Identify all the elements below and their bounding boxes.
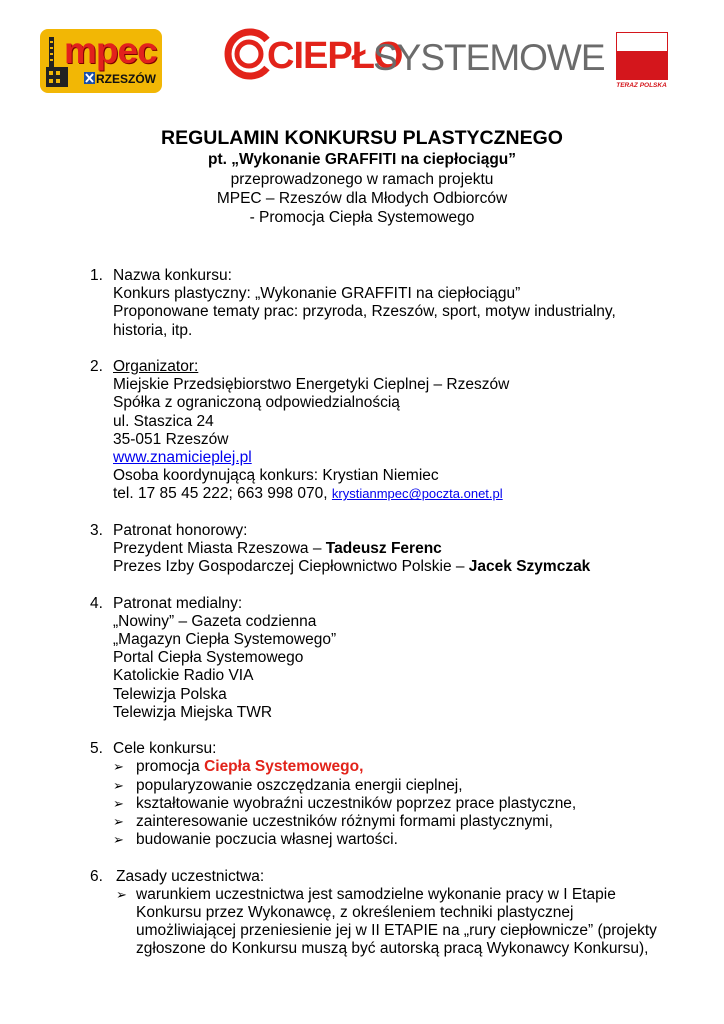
section-line: Proponowane tematy prac: przyroda, Rzeszów, sport, motyw industrialny,: [113, 303, 616, 321]
section-heading: Organizator:: [113, 358, 199, 375]
section-heading: Cele konkursu:: [113, 740, 217, 758]
rule-line: umożliwiającej przeniesienie jej w II ETAPIE na „rury ciepłownicze” (projekty: [136, 922, 657, 940]
section-number: 5.: [90, 740, 103, 758]
section-line: ul. Staszica 24: [113, 412, 214, 430]
section-number: 6.: [90, 867, 103, 885]
section-heading: Patronat honorowy:: [113, 521, 248, 539]
regulations-list: [90, 267, 690, 977]
section-media-patronage: [90, 595, 690, 722]
cieplo-word: CIEPŁO: [267, 35, 403, 77]
media-patron: Katolickie Radio VIA: [113, 667, 254, 685]
patron-line: [113, 540, 690, 558]
section-contest-name: [90, 267, 690, 340]
list-item: [113, 777, 690, 795]
mpec-city-text: RZESZÓW: [96, 72, 156, 86]
section-heading: Nazwa konkursu:: [113, 267, 232, 284]
list-item: [113, 813, 690, 831]
section-participation-rules: [90, 868, 690, 959]
mpec-brand-text: mpec: [64, 30, 157, 71]
cieplo-systemowe-logo: [223, 28, 605, 84]
media-patron: Telewizja Polska: [113, 685, 227, 703]
rule-line: Konkursu przez Wykonawcę, z określeniem techniki plastycznej: [136, 904, 574, 922]
website-link[interactable]: www.znamicieplej.pl: [113, 449, 252, 467]
arrow-bullet-icon: ➢: [116, 886, 127, 902]
title-line-2: MPEC – Rzeszów dla Młodych Odbiorców: [216, 190, 508, 207]
section-line: Konkurs plastyczny: „Wykonanie GRAFFITI na ciepłociągu”: [113, 285, 521, 303]
section-goals: [90, 740, 690, 849]
arrow-bullet-icon: ➢: [113, 814, 124, 830]
rules-list: [116, 886, 690, 959]
media-patron: „Nowiny” – Gazeta codzienna: [113, 612, 317, 630]
title-block: [0, 126, 724, 227]
goal-text: promocja: [136, 758, 205, 776]
phone-text: tel. 17 85 45 222; 663 998 070,: [113, 485, 328, 503]
section-line: historia, itp.: [113, 321, 193, 339]
document-title: REGULAMIN KONKURSU PLASTYCZNEGO: [161, 127, 563, 149]
section-number: 4.: [90, 594, 103, 612]
systemowe-word: SYSTEMOWE: [373, 37, 605, 78]
section-line: Spółka z ograniczoną odpowiedzialnością: [113, 394, 400, 412]
document-subtitle: pt. „Wykonanie GRAFFITI na ciepłociągu”: [207, 151, 517, 168]
patron-name: Jacek Szymczak: [468, 558, 591, 576]
patron-line: [113, 558, 690, 576]
title-line-1: przeprowadzonego w ramach projektu: [230, 171, 494, 188]
arrow-bullet-icon: ➢: [113, 795, 124, 811]
section-organizer: [90, 358, 690, 504]
goals-list: [113, 758, 690, 849]
goal-text: budowanie poczucia własnej wartości.: [136, 831, 398, 849]
section-number: 2.: [90, 358, 103, 375]
coordinator-line: Osoba koordynującą konkurs: Krystian Niemiec: [113, 467, 439, 485]
section-line: 35-051 Rzeszów: [113, 430, 229, 448]
goal-text: kształtowanie wyobraźni uczestników poprzez prace plastyczne,: [136, 794, 577, 812]
polish-flag-icon: [616, 32, 668, 80]
section-honorary-patronage: [90, 522, 690, 577]
rule-line: warunkiem uczestnictwa jest samodzielne wykonanie pracy w I Etapie: [136, 885, 616, 903]
email-link[interactable]: krystianmpec@poczta.onet.pl: [331, 486, 503, 502]
media-patron: Telewizja Miejska TWR: [113, 703, 273, 721]
mpec-rzeszow-logo: [40, 29, 162, 93]
patron-name: Tadeusz Ferenc: [325, 540, 442, 558]
arrow-bullet-icon: ➢: [113, 777, 124, 793]
list-item: [116, 886, 690, 959]
goal-text: zainteresowanie uczestników różnymi formami plastycznymi,: [136, 813, 553, 831]
section-heading: Patronat medialny:: [113, 594, 243, 612]
city-crest-icon: [84, 72, 95, 84]
section-number: 1.: [90, 267, 103, 284]
arrow-bullet-icon: ➢: [113, 832, 124, 848]
section-heading: Zasady uczestnictwa:: [116, 867, 265, 885]
list-item: [113, 758, 690, 776]
goal-text: popularyzowanie oszczędzania energii cieplnej,: [136, 776, 463, 794]
media-patron: Portal Ciepła Systemowego: [113, 649, 304, 667]
list-item: [113, 795, 690, 813]
goal-highlight: Ciepła Systemowego,: [204, 758, 364, 776]
list-item: [113, 831, 690, 849]
media-patron: „Magazyn Ciepła Systemowego”: [113, 631, 337, 649]
patron-role: Prezydent Miasta Rzeszowa –: [113, 540, 326, 558]
rule-line: zgłoszone do Konkursu muszą być autorską pracą Wykonawcy Konkursu),: [136, 940, 649, 958]
section-number: 3.: [90, 521, 103, 539]
teraz-polska-caption: TERAZ POLSKA: [616, 82, 667, 89]
section-line: Miejskie Przedsiębiorstwo Energetyki Cieplnej – Rzeszów: [113, 376, 510, 394]
teraz-polska-logo: [614, 30, 669, 95]
arrow-bullet-icon: ➢: [113, 759, 124, 775]
patron-role: Prezes Izby Gospodarczej Ciepłownictwo Polskie –: [113, 558, 469, 576]
title-line-3: - Promocja Ciepła Systemowego: [249, 209, 475, 226]
